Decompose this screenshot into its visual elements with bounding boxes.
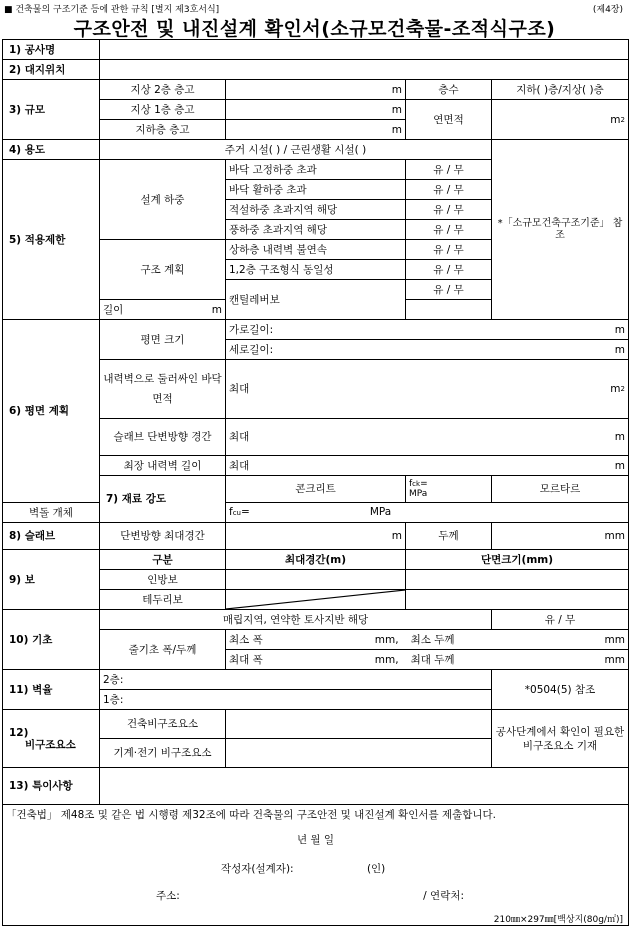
concrete-label: 콘크리트	[226, 476, 406, 503]
floor2-height-label: 지상 2층 층고	[100, 80, 226, 100]
site-location-label: 2) 대지위치	[3, 60, 100, 80]
border-beam-section-field[interactable]	[406, 590, 629, 610]
structural-plan-label: 구조 계획	[100, 240, 226, 300]
address-line	[6, 890, 625, 903]
nonstructural-label: 12) 비구조요소	[3, 710, 100, 768]
plan-size-label: 평면 크기	[100, 320, 226, 360]
author-label: 작성자(설계자):	[221, 863, 294, 875]
floor1-height-label: 지상 1층 층고	[100, 100, 226, 120]
slab-short-span-field[interactable]: m	[226, 523, 406, 550]
lintel-label: 인방보	[100, 570, 226, 590]
floor-live-load-label: 바닥 활하중 초과	[226, 180, 406, 200]
author-line	[6, 863, 625, 876]
enclosed-area-label: 내력벽으로 둘러싸인 바닥면적	[100, 360, 226, 419]
cantilever-label: 캔틸레버보	[226, 280, 406, 320]
border-beam-label: 테두리보	[100, 590, 226, 610]
floor-dead-load-yn[interactable]: 유 / 무	[406, 160, 492, 180]
beam-span-header: 최대경간(m)	[226, 550, 406, 570]
basement-height-field[interactable]: m	[226, 120, 406, 140]
same-form-yn[interactable]: 유 / 무	[406, 260, 492, 280]
slab-span-label: 슬래브 단변방향 경간	[100, 419, 226, 456]
project-name-field[interactable]	[100, 40, 629, 60]
total-area-field[interactable]: $m^2$	[492, 100, 629, 140]
slab-label: 8) 슬래브	[3, 523, 100, 550]
floor-dead-load-label: 바닥 고정하중 초과	[226, 160, 406, 180]
arch-nonstructural-label: 건축비구조요소	[100, 710, 226, 739]
nonstructural-note: 공사단계에서 확인이 필요한 비구조요소 기재	[492, 710, 629, 768]
declaration-text: 「건축법」 제48조 및 같은 법 시행령 제32조에 따라 건축물의 구조안전 및 내진설계 확인서를 제출합니다.	[6, 809, 497, 821]
basement-height-label: 지하층 층고	[100, 120, 226, 140]
cantilever-yn[interactable]: 유 / 무	[406, 280, 492, 300]
concrete-fck-field[interactable]: fck= MPa	[406, 476, 492, 503]
brick-fcu-field[interactable]: fcu= MPa	[226, 503, 629, 523]
project-name-label: 1) 공사명	[3, 40, 100, 60]
landfill-label: 매립지역, 연약한 토사지반 해당	[100, 610, 492, 630]
material-strength-label: 7) 재료 강도	[100, 476, 226, 523]
snow-load-label: 적설하중 초과지역 해당	[226, 200, 406, 220]
wall-ratio-floor1-field[interactable]: 1층:	[100, 690, 492, 710]
floor1-height-field[interactable]: m	[226, 100, 406, 120]
lintel-section-field[interactable]	[406, 570, 629, 590]
scale-label: 3) 규모	[3, 80, 100, 140]
floors-label: 층수	[406, 80, 492, 100]
brick-label: 벽돌 개체	[3, 503, 100, 523]
contact-label: / 연락처:	[423, 890, 465, 902]
longest-wall-field[interactable]: 최대 m	[226, 456, 629, 476]
strip-min-field[interactable]: 최소 폭 mm, 최소 두께 mm	[226, 630, 629, 650]
same-form-label: 1,2층 구조형식 동일성	[226, 260, 406, 280]
floors-field[interactable]: 지하( )층/지상( )층	[492, 80, 629, 100]
strip-max-field[interactable]: 최대 폭 mm, 최대 두께 mm	[226, 650, 629, 670]
site-location-field[interactable]	[100, 60, 629, 80]
paper-spec: 210㎜×297㎜[백상지(80g/㎡)]	[493, 915, 623, 925]
mep-nonstructural-field[interactable]	[226, 739, 492, 768]
border-beam-span-disabled	[226, 590, 406, 610]
floor-live-load-yn[interactable]: 유 / 무	[406, 180, 492, 200]
date-line: 년 월 일	[296, 834, 335, 846]
enclosed-area-field[interactable]: 최대 $m^2$	[226, 360, 629, 419]
snow-load-yn[interactable]: 유 / 무	[406, 200, 492, 220]
declaration-block	[3, 805, 629, 926]
wall-ratio-note: *0504(5) 참조	[492, 670, 629, 710]
wall-continuity-label: 상하층 내력벽 불연속	[226, 240, 406, 260]
regulation-reference: ■ 건축물의 구조기준 등에 관한 규칙 [별지 제3호서식]	[4, 5, 220, 15]
longest-wall-label: 최장 내력벽 길이	[100, 456, 226, 476]
landfill-yn[interactable]: 유 / 무	[492, 610, 629, 630]
structural-code-note: *「소규모건축구조기준」 참조	[492, 140, 629, 320]
floor2-height-field[interactable]: m	[226, 80, 406, 100]
special-notes-label: 13) 특이사항	[3, 768, 100, 805]
use-label: 4) 용도	[3, 140, 100, 160]
strip-footing-label: 줄기초 폭/두께	[100, 630, 226, 670]
slab-thickness-label: 두께	[406, 523, 492, 550]
seal-mark: (인)	[366, 863, 386, 875]
slab-span-field[interactable]: 최대 m	[226, 419, 629, 456]
wind-load-label: 풍하중 초과지역 해당	[226, 220, 406, 240]
plan-depth-field[interactable]: 세로길이: m	[226, 340, 629, 360]
foundation-label: 10) 기초	[3, 610, 100, 670]
wall-ratio-label: 11) 벽율	[3, 670, 100, 710]
beam-kind-header: 구분	[100, 550, 226, 570]
plan-width-field[interactable]: 가로길이: m	[226, 320, 629, 340]
special-notes-field[interactable]	[100, 768, 629, 805]
mortar-label: 모르타르	[492, 476, 629, 503]
mep-nonstructural-label: 기계·전기 비구조요소	[100, 739, 226, 768]
floor-plan-label: 6) 평면 계획	[3, 320, 100, 503]
chapter-label: (제4장)	[592, 5, 623, 15]
wall-continuity-yn[interactable]: 유 / 무	[406, 240, 492, 260]
lintel-span-field[interactable]	[226, 570, 406, 590]
beam-label: 9) 보	[3, 550, 100, 610]
wall-ratio-floor2-field[interactable]: 2층:	[100, 670, 492, 690]
cantilever-length-field[interactable]: 길이 m	[100, 300, 226, 320]
wind-load-yn[interactable]: 유 / 무	[406, 220, 492, 240]
total-area-label: 연면적	[406, 100, 492, 140]
design-load-label: 설계 하중	[100, 160, 226, 240]
limits-label: 5) 적용제한	[3, 160, 100, 320]
slab-short-span-label: 단변방향 최대경간	[100, 523, 226, 550]
form-title: 구조안전 및 내진설계 확인서(소규모건축물-조적식구조)	[73, 18, 556, 40]
use-field[interactable]: 주거 시설( ) / 근린생활 시설( )	[100, 140, 492, 160]
arch-nonstructural-field[interactable]	[226, 710, 492, 739]
confirmation-form-table	[2, 39, 629, 926]
beam-section-header: 단면크기(mm)	[406, 550, 629, 570]
address-label: 주소:	[156, 890, 180, 902]
slab-thickness-field[interactable]: mm	[492, 523, 629, 550]
